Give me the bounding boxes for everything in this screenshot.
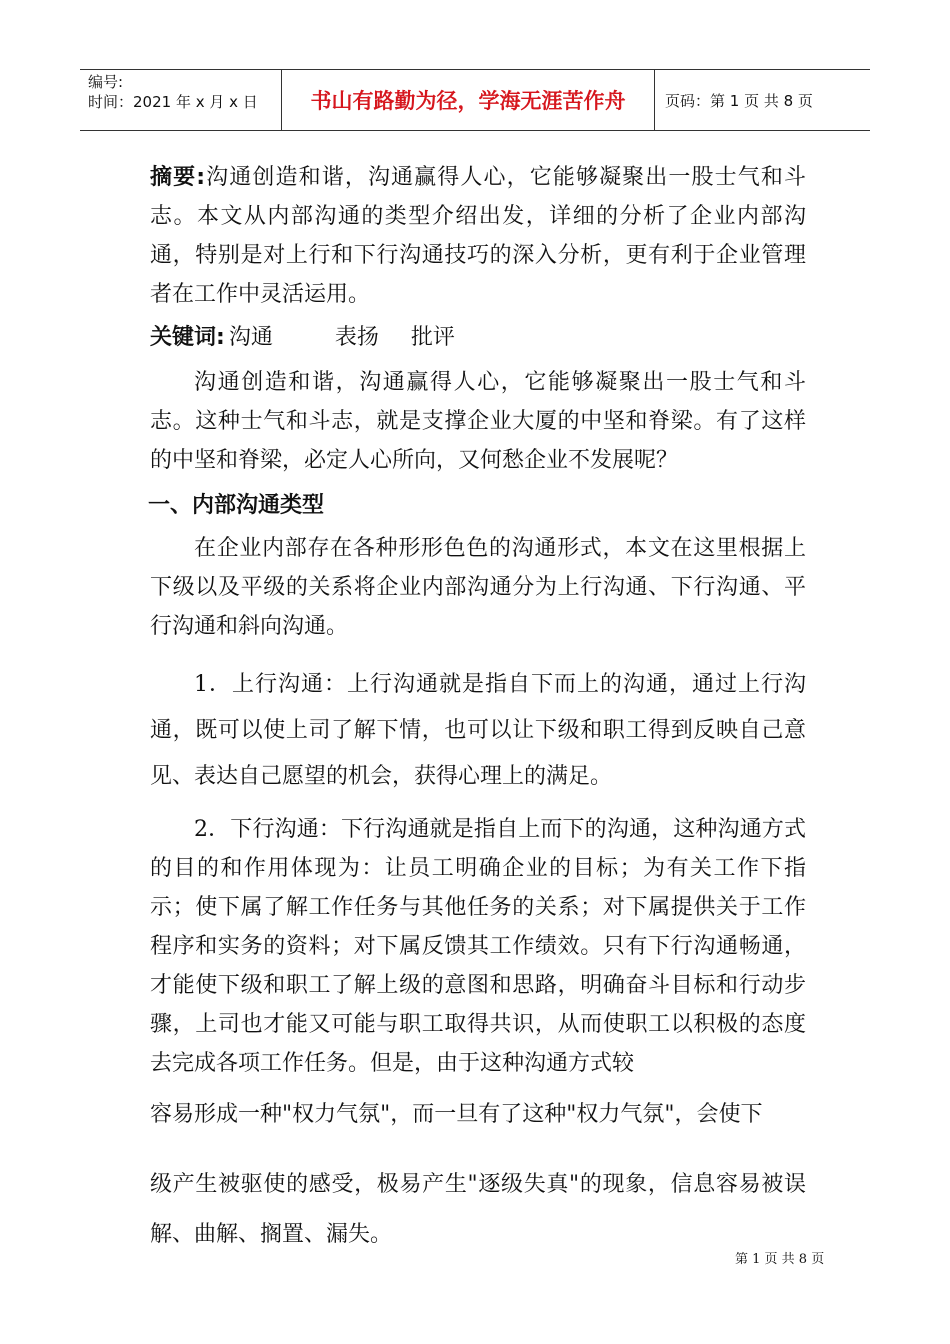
header-page-label: 页码：第 1 页 共 8 页: [665, 91, 813, 110]
page-footer: 第 1 页 共 8 页: [735, 1252, 825, 1267]
keyword-item: 批评: [410, 325, 455, 350]
page-header: [80, 69, 870, 131]
section-heading: 一、内部沟通类型: [148, 493, 325, 518]
header-meta: [80, 70, 282, 130]
abstract-text: 沟通创造和谐，沟通赢得人心，它能够凝聚出一股士气和斗志。本文从内部沟通的类型介绍出发，详细的分析了企业内部沟通，特别是对上行和下行沟通技巧的深入分析，更有利于企业管理者在工作中灵活运用。: [150, 165, 806, 307]
header-motto: 书山有路勤为径，学海无涯苦作舟: [282, 70, 655, 130]
keyword-item: 沟通: [228, 325, 273, 350]
downward-communication-end: 级产生被驱使的感受，极易产生"逐级失真"的现象，信息容易被误解、曲解、搁置、漏失。: [150, 1172, 806, 1247]
intro-paragraph: 沟通创造和谐，沟通赢得人心，它能够凝聚出一股士气和斗志。这种士气和斗志，就是支撑企业大厦的中坚和脊梁。有了这样的中坚和脊梁，必定人心所向，又何愁企业不发展呢？: [150, 370, 806, 473]
keywords-label: 关键词:: [150, 325, 225, 350]
abstract-paragraph: [150, 158, 806, 314]
keywords-line: [150, 318, 806, 357]
upward-communication-paragraph: 1．上行沟通：上行沟通就是指自下而上的沟通，通过上行沟通，既可以使上司了解下情，也可以让下级和职工得到反映自己意见、表达自己愿望的机会，获得心理上的满足。: [150, 672, 806, 789]
keyword-item: 表扬: [334, 325, 379, 350]
abstract-label: 摘要:: [150, 165, 206, 190]
section-intro-paragraph: 在企业内部存在各种形形色色的沟通形式，本文在这里根据上下级以及平级的关系将企业内部沟通分为上行沟通、下行沟通、平行沟通和斜向沟通。: [150, 536, 806, 639]
date-label: 时间：2021 年 x 月 x 日: [88, 93, 258, 111]
number-label: 编号:: [88, 73, 124, 91]
downward-communication-continued: 容易形成一种"权力气氛"，而一旦有了这种"权力气氛"，会使下: [150, 1102, 763, 1127]
downward-communication-paragraph: 2．下行沟通：下行沟通就是指自上而下的沟通，这种沟通方式的目的和作用体现为：让员工明确企业的目标；为有关工作下指示；使下属了解工作任务与其他任务的关系；对下属提供关于工作程序和实务的资料；对下属反馈其工作绩效。只有下行沟通畅通，才能使下级和职工了解上级的意图和思路，明确奋斗目标和行动步骤，上司也才能又可能与职工取得共识，从而使职工以积极的态度去完成各项工作任务。但是，由于这种沟通方式较: [150, 817, 806, 1076]
document-body: [150, 158, 806, 1260]
